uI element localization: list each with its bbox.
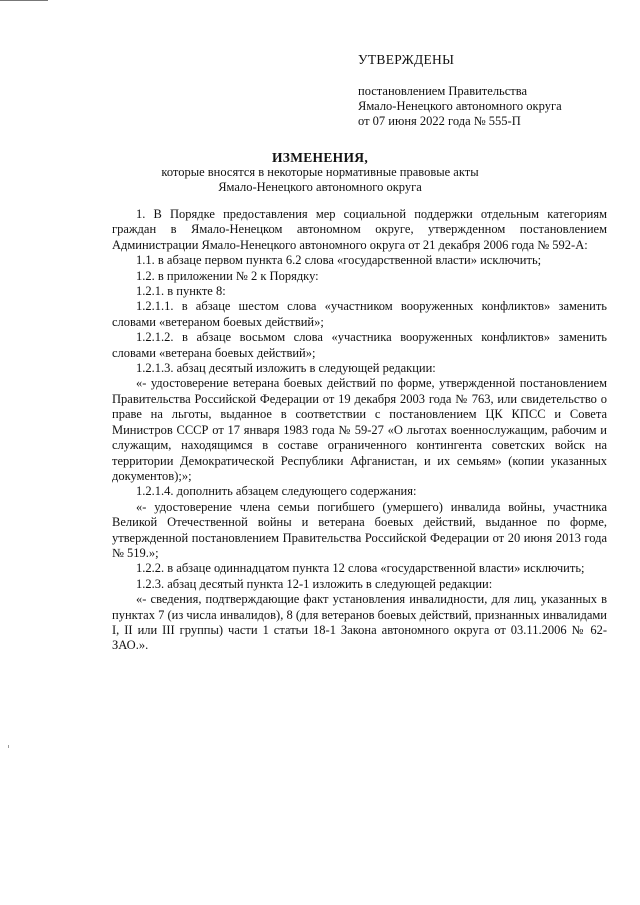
quoted-paragraph: «- удостоверение члена семьи погибшего (умершего) инвалида войны, участника Великой Отечественной войны и ветерана боевых действий, выданное по форме, утвержденной постановлением Правительства Российской Федерации от 20 июня 2013 года № 519.»; [112,499,607,560]
paragraph: 1.2.3. абзац десятый пункта 12-1 изложить в следующей редакции: [136,576,493,591]
scan-edge-mark [8,745,9,748]
quoted-paragraph: «- удостоверение ветерана боевых действий по форме, утвержденной постановлением Правительства Российской Федерации от 19 декабря 2003 года № 763, или свидетельство о праве на льготы, выданное в соответствии с постановлением ЦК КПСС и Совета Министров СССР от 17 января 1983 года № 59-27 «О льготах военнослужащим, рабочим и служащим, находящимся в составе ограниченного контингента советских войск на территории Демократической Республики Афганистан, и их семьям» (копии указанных документов);»; [112,376,607,483]
document-title: ИЗМЕНЕНИЯ, [271,150,368,165]
paragraph: 1.2.1.1. в абзаце шестом слова «участником вооруженных конфликтов» заменить словами «ветераном боевых действий»; [112,299,607,329]
scan-edge-line [0,0,48,1]
document-subtitle: которые вносятся в некоторые нормативные правовые акты [161,165,479,179]
approval-line: от 07 июня 2022 года № 555-П [358,114,521,128]
approval-block [358,52,562,129]
paragraph: 1.2. в приложении № 2 к Порядку: [136,268,319,283]
document-title-block [0,150,640,195]
document-body [112,207,607,654]
approval-title: УТВЕРЖДЕНЫ [358,52,455,67]
approval-line: Ямало-Ненецкого автономного округа [358,99,562,113]
paragraph: 1.2.1. в пункте 8: [136,284,226,299]
paragraph: 1. В Порядке предоставления мер социальной поддержки отдельным категориям граждан в Ямало-Ненецком автономном округе, утвержденном постановлением Администрации Ямало-Ненецкого автономного округа от 21 декабря 2006 года № 592-А: [112,207,607,252]
document-subtitle: Ямало-Ненецкого автономного округа [218,180,422,194]
paragraph: 1.2.2. в абзаце одиннадцатом пункта 12 слова «государственной власти» исключить; [136,561,585,576]
paragraph: 1.2.1.2. в абзаце восьмом слова «участника вооруженных конфликтов» заменить словами «ветерана боевых действий»; [112,330,607,360]
paragraph: 1.1. в абзаце первом пункта 6.2 слова «государственной власти» исключить; [136,253,542,268]
paragraph: 1.2.1.4. дополнить абзацем следующего содержания: [136,484,417,499]
approval-line: постановлением Правительства [358,84,528,98]
paragraph: 1.2.1.3. абзац десятый изложить в следующей редакции: [136,361,436,376]
quoted-paragraph: «- сведения, подтверждающие факт установления инвалидности, для лиц, указанных в пунктах 7 (из числа инвалидов), 8 (для ветеранов боевых действий, признанных инвалидами I, II или III группы) части 1 статьи 18-1 Закона автономного округа от 03.11.2006 № 62-ЗАО.». [112,592,607,653]
